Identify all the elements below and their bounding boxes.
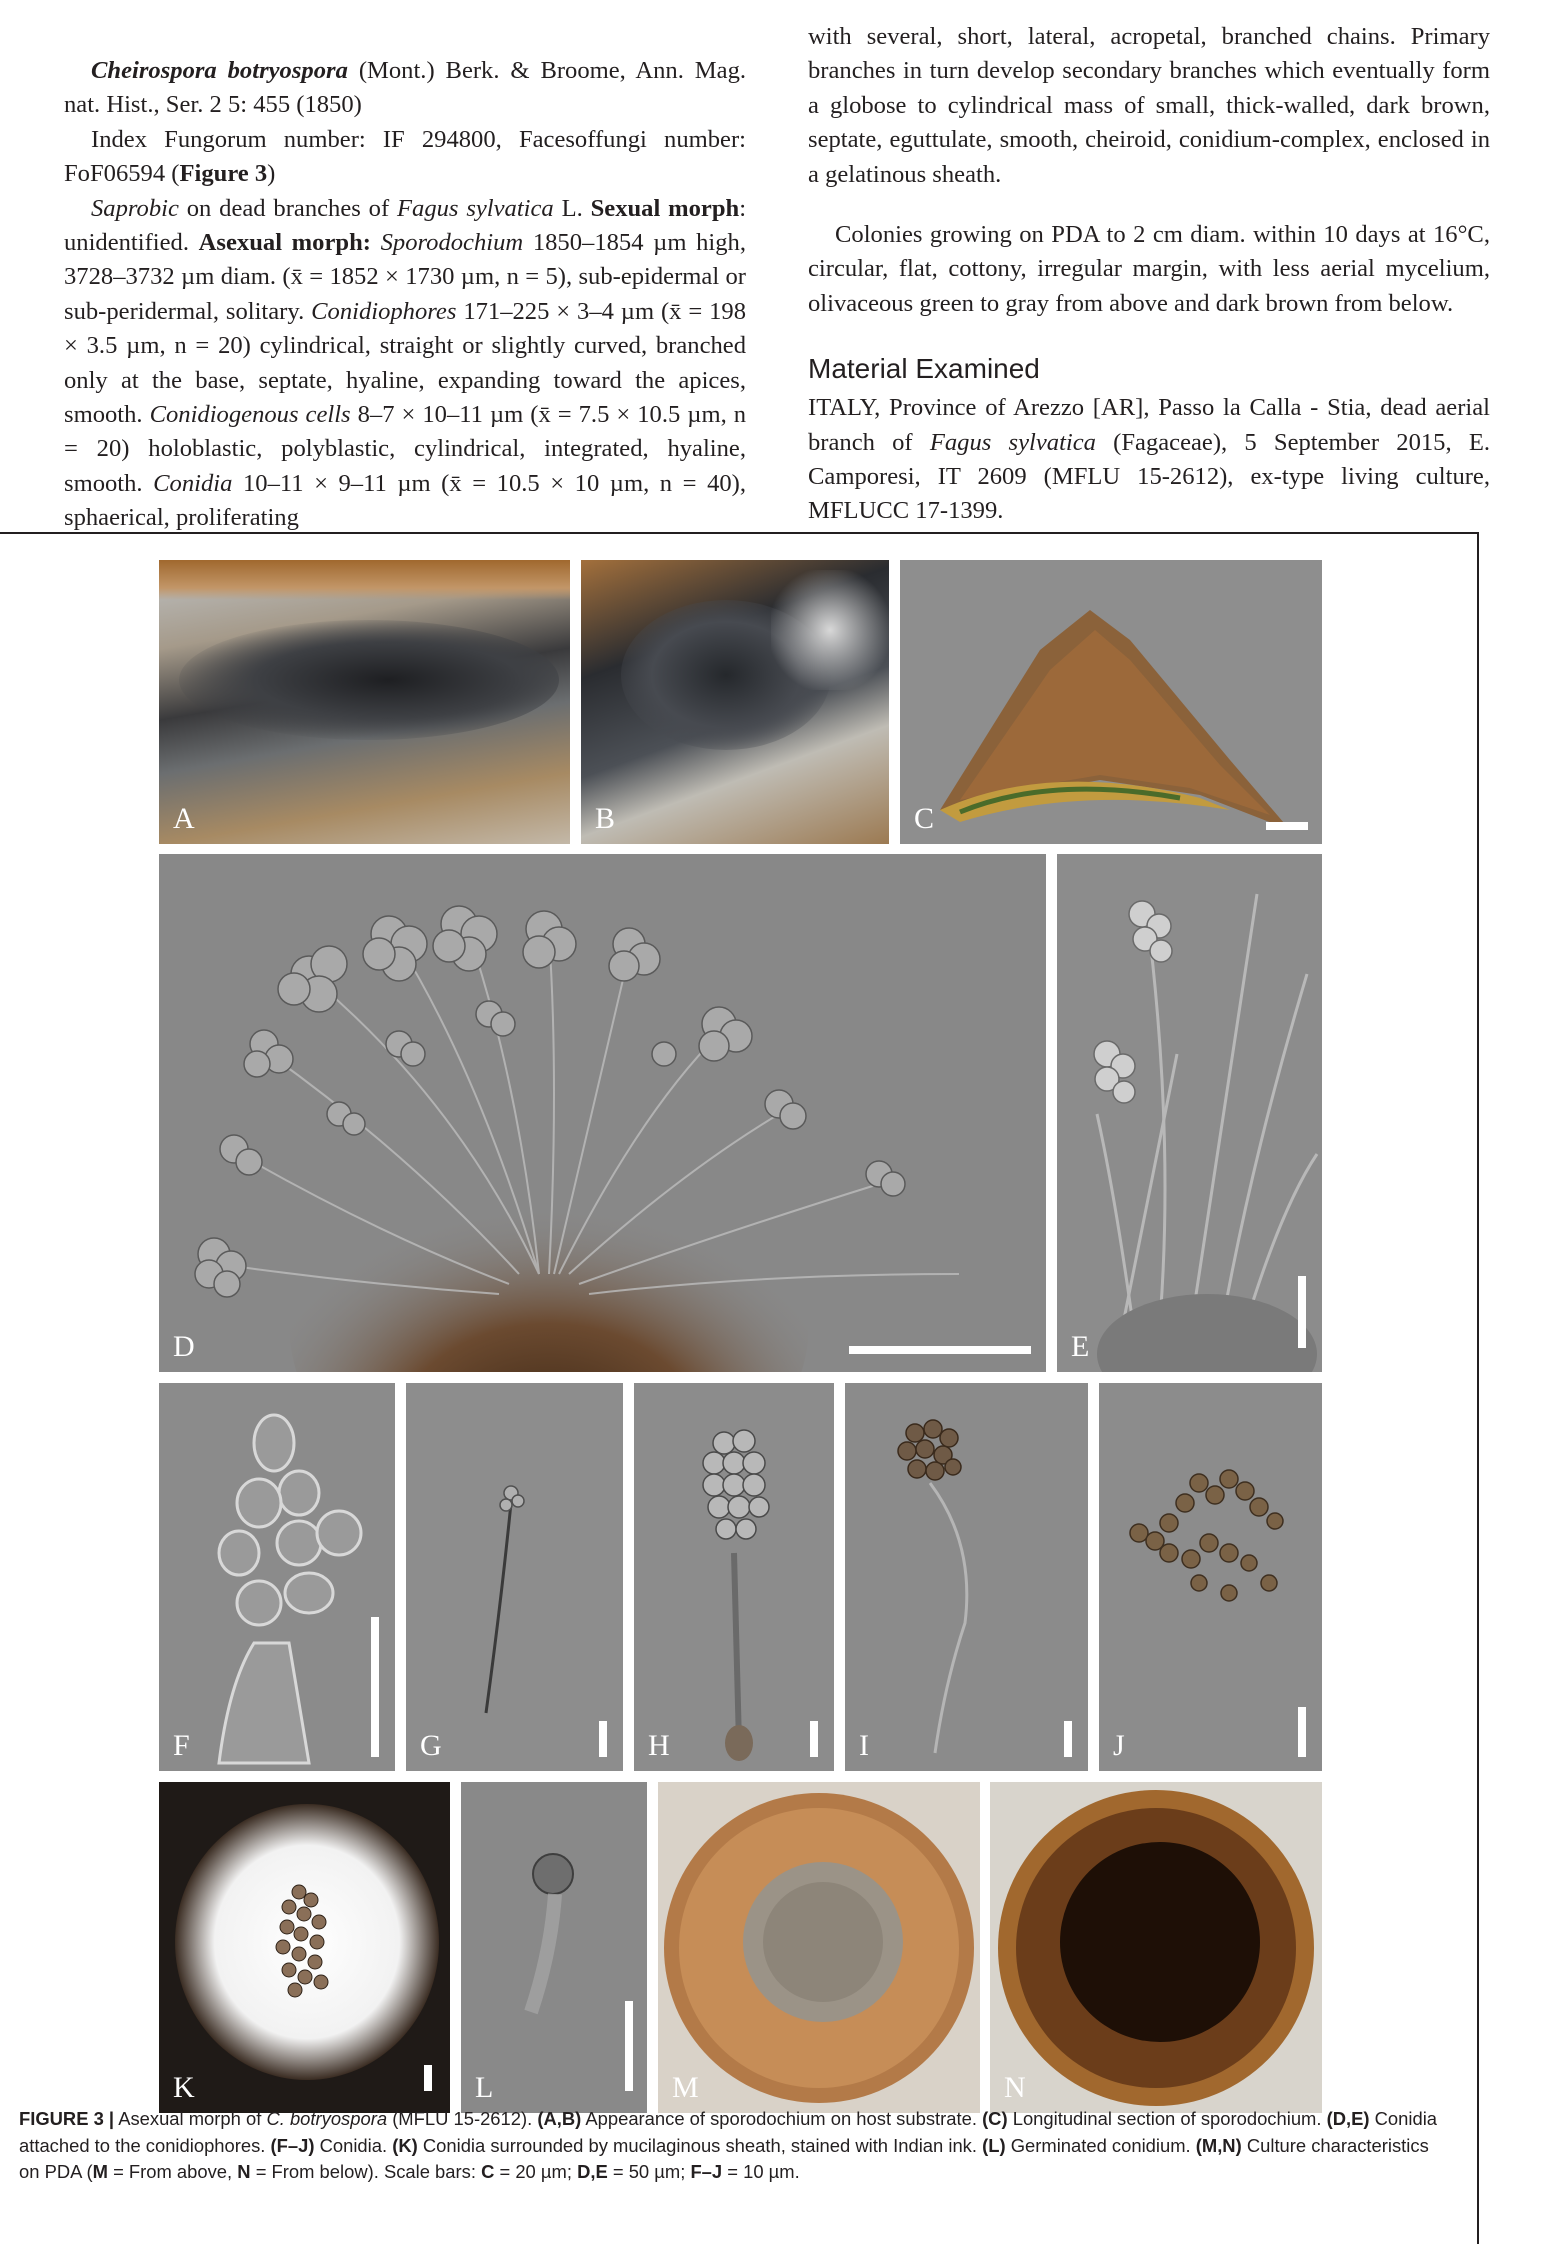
conidium-chain <box>159 1383 395 1771</box>
caption-text: = 10 µm. <box>727 2161 800 2182</box>
term-asexual-morph: Asexual morph: <box>198 229 371 257</box>
text-run: : unidentified. <box>64 194 747 257</box>
paren: ) <box>267 160 276 188</box>
scale-bar <box>1064 1721 1072 1757</box>
scale-bar <box>599 1721 607 1757</box>
conidiophores-detail <box>1057 854 1322 1372</box>
text-run: (Fagaceae), 5 September 2015, E. Camporesi, IT 2609 (MFLU 15-2612), ex-type living culture, MFLUCC 17-1399. <box>808 428 1490 525</box>
panel-label: H <box>648 1729 670 1762</box>
term-conidiogenous-cells: Conidiogenous cells <box>149 401 351 429</box>
caption-text: = From above, <box>113 2161 233 2182</box>
panel-b-photo <box>581 560 889 844</box>
ink-stained-sheath <box>159 1782 450 2113</box>
caption-panel-ref: (K) <box>392 2134 418 2156</box>
figure-caption <box>19 2106 1439 2186</box>
panel-l-micrograph <box>461 1782 647 2113</box>
panel-label: I <box>859 1729 869 1762</box>
text-run: on dead branches of <box>186 194 390 222</box>
figure-link[interactable]: Figure 3 <box>179 160 268 188</box>
index-text: Index Fungorum number: IF 294800, Facesoffungi number: FoF06594 ( <box>64 125 746 188</box>
host-name: Fagus sylvatica <box>929 428 1096 456</box>
text-run: ITALY, Province of Arezzo [AR], Passo la Calla - Stia, dead aerial branch of <box>808 394 1490 456</box>
citation-text: (Mont.) Berk. & Broome, Ann. Mag. nat. Hist., Ser. 2 5: 455 (1850) <box>64 57 747 119</box>
scale-bar <box>371 1617 379 1757</box>
caption-text: Conidia. <box>319 2134 388 2156</box>
panel-label: E <box>1071 1330 1090 1363</box>
caption-text: (MFLU 15-2612). <box>392 2108 533 2129</box>
panel-f-micrograph <box>159 1383 395 1771</box>
scale-bar <box>849 1346 1031 1354</box>
scale-bar <box>625 2001 633 2091</box>
text-run: 171–225 × 3–4 µm (x̄ = 198 × 3.5 µm, n = 20) cylindrical, straight or slightly curved, branched only at the base, septate, hyaline, expanding toward the apices, smooth. <box>64 297 746 429</box>
host-name: Fagus sylvatica <box>397 194 554 222</box>
panel-a-photo <box>159 560 570 844</box>
culture-plate-bottom <box>990 1782 1322 2113</box>
conidiophore-young <box>406 1383 623 1771</box>
caption-text: = 20 µm; <box>499 2161 572 2182</box>
panel-label: J <box>1113 1729 1125 1762</box>
panel-n-culture <box>990 1782 1322 2113</box>
panel-label: N <box>1004 2071 1026 2104</box>
panel-label: L <box>475 2071 494 2104</box>
text-run: 10–11 × 9–11 µm (x̄ = 10.5 × 10 µm, n = 40), sphaerical, proliferating <box>64 469 746 532</box>
panel-label: B <box>595 802 616 835</box>
caption-text: = 50 µm; <box>612 2161 686 2182</box>
caption-panel-ref: (C) <box>982 2108 1008 2129</box>
panel-j-micrograph <box>1099 1383 1322 1771</box>
caption-panel-ref: (L) <box>982 2134 1006 2156</box>
caption-panel-ref: M <box>92 2161 108 2182</box>
material-paragraph <box>808 391 1490 529</box>
description-paragraph <box>64 192 746 536</box>
caption-species: C. botryospora <box>266 2108 388 2129</box>
species-name: Cheirospora botryospora <box>91 57 348 84</box>
panel-label: M <box>672 2071 699 2104</box>
panel-label: G <box>420 1729 442 1762</box>
scale-bar <box>810 1721 818 1757</box>
panel-g-micrograph <box>406 1383 623 1771</box>
panel-k-micrograph <box>159 1782 450 2113</box>
conidiophore-dark-head <box>845 1383 1088 1771</box>
panel-h-micrograph <box>634 1383 834 1771</box>
conidium-complex <box>1099 1383 1322 1771</box>
panel-d-micrograph <box>159 854 1046 1372</box>
text-run: 1850–1854 µm high, 3728–3732 µm diam. (x̄ = 1852 × 1730 µm, n = 5), sub-epidermal or sub-peridermal, solitary. <box>64 229 746 325</box>
panel-m-culture <box>658 1782 980 2113</box>
scale-bar <box>424 2065 432 2091</box>
term-sporodochium: Sporodochium <box>380 229 524 257</box>
caption-text: Culture characteristics on PDA ( <box>19 2134 1429 2182</box>
colonies-paragraph: Colonies growing on PDA to 2 cm diam. within 10 days at 16°C, circular, flat, cottony, irregular margin, with less aerial mycelium, olivaceous green to gray from above and dark brown from below. <box>808 221 1490 317</box>
caption-text: Asexual morph of <box>118 2108 262 2129</box>
panel-label: C <box>914 802 935 835</box>
taxon-citation <box>64 54 746 123</box>
description-continued: with several, short, lateral, acropetal, branched chains. Primary branches in turn develop secondary branches which eventually form a globose to cylindrical mass of small, thick-walled, dark brown, septate, eguttulate, smooth, cheiroid, conidium-complex, enclosed in a gelatinous sheath. <box>808 23 1490 188</box>
caption-panel-ref: C <box>481 2161 495 2182</box>
caption-panel-ref: (F–J) <box>270 2134 315 2156</box>
caption-text: Conidia surrounded by mucilaginous sheath, stained with Indian ink. <box>422 2134 977 2156</box>
panel-e-micrograph <box>1057 854 1322 1372</box>
caption-text: Germinated conidium. <box>1010 2134 1191 2156</box>
caption-panel-ref: (A,B) <box>537 2108 582 2129</box>
sporodochium-section <box>900 560 1322 844</box>
figure-label: FIGURE 3 | <box>19 2108 115 2129</box>
panel-c-section <box>900 560 1322 844</box>
term-saprobic: Saprobic <box>91 194 179 222</box>
index-numbers <box>64 123 746 192</box>
term-conidia: Conidia <box>153 469 233 497</box>
term-sexual-morph: Sexual morph <box>590 194 740 222</box>
scale-bar <box>1266 822 1308 830</box>
panel-label: K <box>173 2071 195 2104</box>
scale-bar <box>1298 1276 1306 1348</box>
caption-text: Longitudinal section of sporodochium. <box>1012 2108 1322 2129</box>
conidiophore-mature <box>634 1383 834 1771</box>
scale-bar <box>1298 1707 1306 1757</box>
panel-label: D <box>173 1330 195 1363</box>
culture-plate-top <box>658 1782 980 2113</box>
germinated-conidium <box>461 1782 647 2113</box>
caption-text: Conidia attached to the conidiophores. <box>19 2108 1438 2156</box>
conidiophore-cluster <box>159 854 1046 1372</box>
caption-panel-ref: D,E <box>577 2161 608 2182</box>
caption-panel-ref: (M,N) <box>1195 2134 1242 2156</box>
panel-i-micrograph <box>845 1383 1088 1771</box>
section-heading: Material Examined <box>808 353 1040 385</box>
term-conidiophores: Conidiophores <box>311 297 457 325</box>
caption-text: = From below). Scale bars: <box>255 2161 476 2182</box>
panel-label: F <box>173 1729 190 1762</box>
panel-label: A <box>173 802 195 835</box>
right-text-column <box>808 23 1490 529</box>
caption-text: Appearance of sporodochium on host substrate. <box>585 2108 977 2129</box>
text-run: L. <box>561 194 583 222</box>
text-run: 8–7 × 10–11 µm (x̄ = 7.5 × 10.5 µm, n = 20) holoblastic, polyblastic, cylindrical, integrated, hyaline, smooth. <box>64 401 747 497</box>
caption-panel-ref: N <box>237 2161 251 2182</box>
caption-panel-ref: (D,E) <box>1326 2108 1370 2129</box>
left-text-column <box>64 54 746 536</box>
caption-panel-ref: F–J <box>690 2161 723 2182</box>
